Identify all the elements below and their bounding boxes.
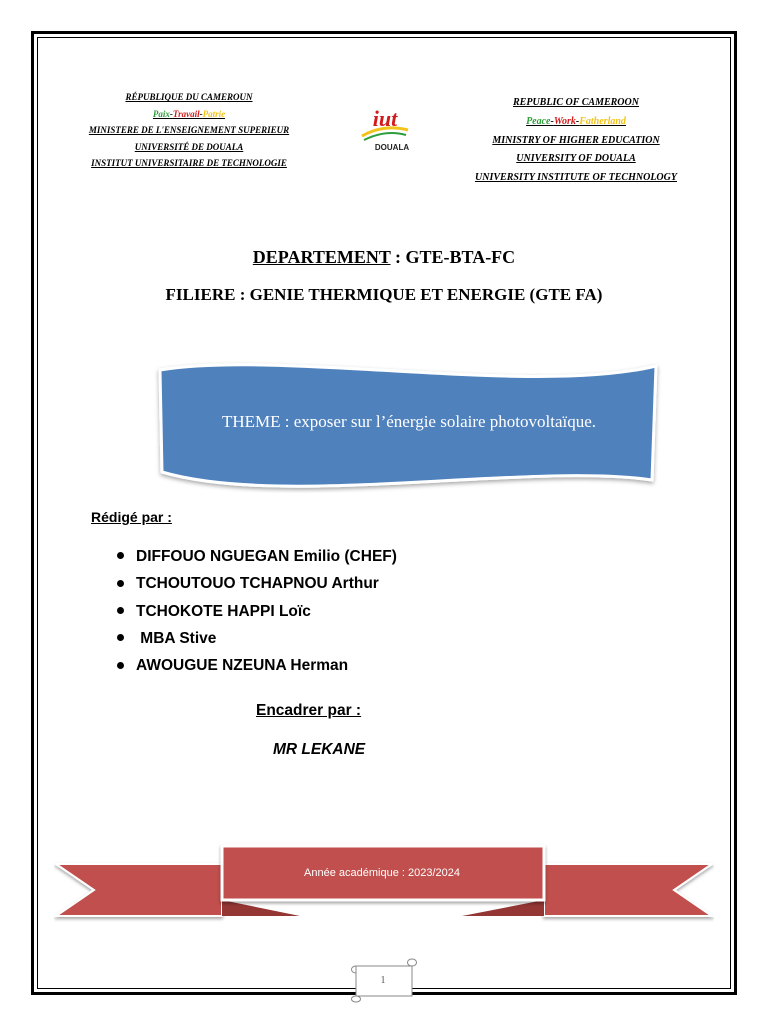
department-line <box>0 247 768 268</box>
logo-text: iut <box>372 106 398 131</box>
page-number: 1 <box>380 975 386 986</box>
motto-sep-2: - <box>199 108 203 119</box>
header-left-ministry: MINISTERE DE L'ENSEIGNEMENT SUPERIEUR <box>88 125 290 135</box>
author-name: MBA Stive <box>136 629 217 647</box>
academic-year-ribbon <box>54 842 714 926</box>
motto-word-1: Paix <box>152 108 170 119</box>
header-right-ministry: MINISTRY OF HIGHER EDUCATION <box>492 134 660 146</box>
supervisor-name: MR LEKANE <box>273 741 366 758</box>
filiere-line: FILIERE : GENIE THERMIQUE ET ENERGIE (GTE FA) <box>165 285 603 304</box>
header-left-institute: INSTITUT UNIVERSITAIRE DE TECHNOLOGIE <box>91 158 287 168</box>
author-name: TCHOUTOUO TCHAPNOU Arthur <box>136 575 379 593</box>
motto-sep-2: - <box>575 115 580 127</box>
motto-sep-1: - <box>550 115 554 127</box>
motto-sep-1: - <box>169 108 173 119</box>
academic-year: Année académique : 2023/2024 <box>304 867 460 879</box>
supervised-by-label: Encadrer par : <box>256 702 362 719</box>
bullet-icon <box>117 634 124 641</box>
header-left-university: UNIVERSITÉ DE DOUALA <box>134 141 244 152</box>
header-right-country: REPUBLIC OF CAMEROON <box>513 97 639 108</box>
motto-word-3: Fatherland <box>579 115 626 127</box>
bullet-icon <box>117 662 124 669</box>
list-item <box>117 570 397 597</box>
author-name: AWOUGUE NZEUNA Herman <box>136 657 349 675</box>
header-left-country: RÉPUBLIQUE DU CAMEROUN <box>125 92 253 102</box>
motto-word-1: Peace <box>526 115 551 127</box>
header-right-university: UNIVERSITY OF DOUALA <box>516 153 636 165</box>
bullet-icon <box>117 580 124 587</box>
department-label: DEPARTEMENT <box>252 247 391 267</box>
header-left-motto <box>68 106 310 123</box>
header-left <box>68 89 310 172</box>
iut-logo-icon <box>358 100 412 154</box>
header-right-motto <box>452 113 700 132</box>
author-name: DIFFOUO NGUEGAN Emilio (CHEF) <box>136 548 397 565</box>
list-item <box>117 625 397 652</box>
department-value: : GTE-BTA-FC <box>390 247 516 267</box>
header-right-institute: UNIVERSITY INSTITUTE OF TECHNOLOGY <box>475 172 677 184</box>
list-item <box>117 543 397 570</box>
author-list <box>117 543 397 679</box>
list-item <box>117 652 397 679</box>
motto-word-2: Travail <box>172 108 200 119</box>
motto-word-3: Patrie <box>202 108 226 119</box>
theme-title: THEME : exposer sur l’énergie solaire photovoltaïque. <box>221 412 597 431</box>
motto-word-2: Work <box>553 115 576 127</box>
author-name: TCHOKOTE HAPPI Loïc <box>136 602 311 620</box>
logo-subtext: DOUALA <box>374 143 410 152</box>
list-item <box>117 598 397 625</box>
bullet-icon <box>117 552 124 559</box>
written-by-label: Rédigé par : <box>91 509 172 525</box>
bullet-icon <box>117 607 124 614</box>
header-right <box>452 94 700 188</box>
